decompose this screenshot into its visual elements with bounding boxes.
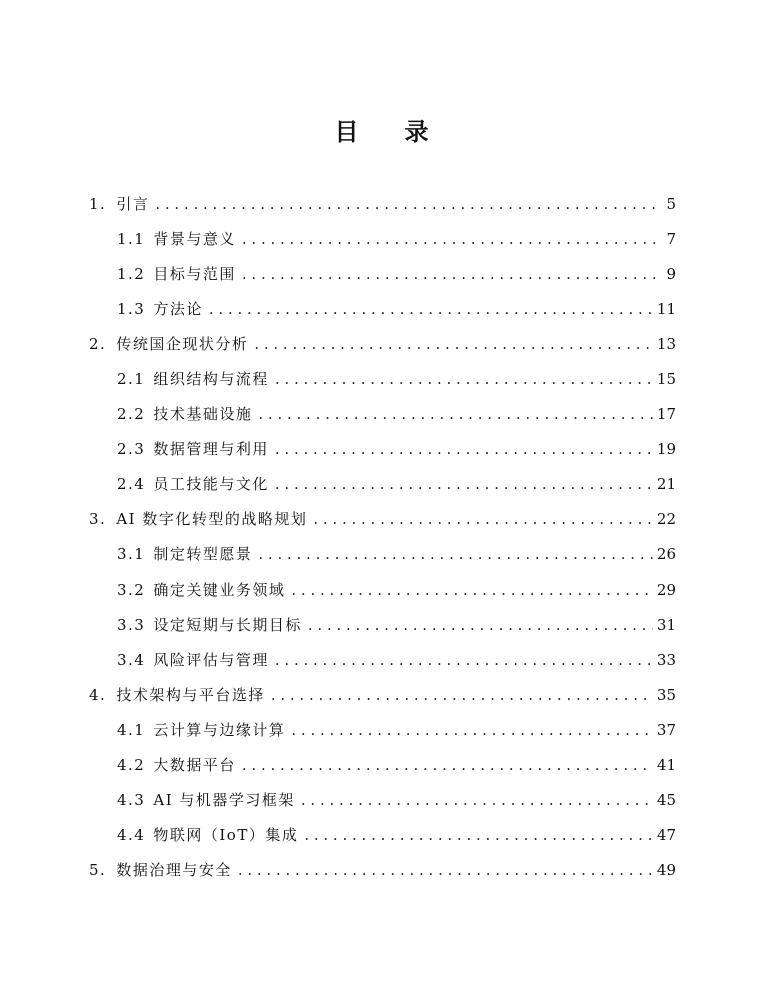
toc-dot-leader: [242, 230, 663, 248]
toc-section-entry[interactable]: [0, 291, 676, 326]
toc-entry-page-number: 5: [666, 194, 676, 213]
toc-entry-page-number: 31: [656, 615, 676, 634]
toc-entry-number: 3.4: [117, 650, 146, 669]
toc-entry-page-number: 33: [656, 650, 676, 669]
toc-entry-label: 设定短期与长期目标: [153, 615, 302, 634]
toc-entry-number: 1.3: [117, 299, 146, 318]
toc-entry-page-number: 49: [656, 861, 676, 880]
toc-entry-label: 数据管理与利用: [153, 440, 269, 459]
toc-section-entry[interactable]: [0, 537, 676, 572]
toc-section-entry[interactable]: [0, 221, 676, 256]
toc-dot-leader: [209, 300, 653, 318]
toc-entry-number: 2.4: [117, 475, 146, 494]
toc-entry-number: 4.1: [117, 720, 146, 739]
toc-dot-leader: [258, 545, 653, 563]
toc-dot-leader: [304, 826, 653, 844]
toc-entry-page-number: 21: [656, 475, 676, 494]
toc-entry-number: 2.2: [117, 405, 146, 424]
toc-dot-leader: [254, 335, 653, 353]
toc-entry-page-number: 29: [656, 580, 676, 599]
toc-entry-page-number: 9: [666, 264, 676, 283]
toc-entry-label: 确定关键业务领域: [153, 580, 286, 599]
toc-entry-label: 员工技能与文化: [153, 475, 269, 494]
toc-dot-leader: [301, 791, 653, 809]
toc-entry-number: 4.3: [117, 791, 146, 810]
toc-entry-page-number: 45: [656, 791, 676, 810]
toc-entry-page-number: 41: [656, 756, 676, 775]
toc-chapter-entry[interactable]: [0, 326, 676, 361]
toc-entry-number: 1.2: [117, 264, 146, 283]
toc-dot-leader: [242, 265, 663, 283]
toc-dot-leader: [155, 195, 662, 213]
toc-entry-number: 4.4: [117, 826, 146, 845]
toc-entry-page-number: 22: [656, 510, 676, 529]
toc-entry-page-number: 26: [656, 545, 676, 564]
toc-entry-page-number: 37: [656, 720, 676, 739]
toc-chapter-entry[interactable]: [0, 186, 676, 221]
toc-title-right: 录: [404, 118, 431, 146]
toc-section-entry[interactable]: [0, 607, 676, 642]
toc-dot-leader: [275, 475, 653, 493]
toc-entry-label: 方法论: [153, 299, 203, 318]
toc-entry-label: 目标与范围: [153, 264, 236, 283]
toc-entry-label: 背景与意义: [153, 229, 236, 248]
toc-dot-leader: [313, 510, 653, 528]
toc-entry-label: 云计算与边缘计算: [153, 720, 286, 739]
toc-entry-number: 4.2: [117, 756, 146, 775]
toc-chapter-entry[interactable]: [0, 677, 676, 712]
toc-entry-label: 数据治理与安全: [116, 861, 232, 880]
toc-entry-number: 1.1: [117, 229, 146, 248]
toc-entry-number: 3.2: [117, 580, 146, 599]
toc-entry-page-number: 35: [656, 685, 676, 704]
toc-section-entry[interactable]: [0, 361, 676, 396]
toc-entry-label: 技术基础设施: [153, 405, 253, 424]
toc-title-left: 目: [334, 118, 361, 146]
toc-entry-number: 2.3: [117, 440, 146, 459]
toc-entry-page-number: 13: [656, 334, 676, 353]
toc-entry-label: 大数据平台: [153, 756, 236, 775]
toc-entry-label: 传统国企现状分析: [116, 334, 249, 353]
toc-dot-leader: [242, 756, 653, 774]
toc-dot-leader: [271, 686, 653, 704]
toc-entry-page-number: 15: [656, 370, 676, 389]
toc-entry-label: 引言: [116, 194, 150, 213]
toc-entry-number: 3.1: [117, 545, 146, 564]
toc-entry-page-number: 17: [656, 405, 676, 424]
toc-dot-leader: [308, 616, 653, 634]
toc-section-entry[interactable]: [0, 256, 676, 291]
toc-entry-number: 4.: [89, 685, 107, 704]
toc-entry-label: 技术架构与平台选择: [116, 685, 265, 704]
toc-dot-leader: [291, 581, 653, 599]
toc-section-entry[interactable]: [0, 467, 676, 502]
toc-chapter-entry[interactable]: [0, 502, 676, 537]
toc-entry-label: AI 与机器学习框架: [153, 791, 295, 810]
toc-title: [0, 112, 765, 147]
toc-entry-number: 2.: [89, 334, 107, 353]
toc-section-entry[interactable]: [0, 712, 676, 747]
toc-section-entry[interactable]: [0, 818, 676, 853]
toc-section-entry[interactable]: [0, 432, 676, 467]
toc-entry-page-number: 7: [666, 229, 676, 248]
toc-dot-leader: [291, 721, 653, 739]
toc-entry-number: 3.: [89, 510, 107, 529]
toc-chapter-entry[interactable]: [0, 853, 676, 888]
toc-dot-leader: [258, 405, 653, 423]
toc-section-entry[interactable]: [0, 748, 676, 783]
toc-list: [0, 186, 765, 888]
toc-entry-number: 5.: [89, 861, 107, 880]
toc-dot-leader: [275, 440, 653, 458]
toc-section-entry[interactable]: [0, 572, 676, 607]
toc-section-entry[interactable]: [0, 397, 676, 432]
toc-dot-leader: [275, 370, 653, 388]
toc-entry-label: 物联网（IoT）集成: [153, 826, 299, 845]
toc-entry-number: 3.3: [117, 615, 146, 634]
toc-entry-number: 1.: [89, 194, 107, 213]
toc-entry-page-number: 47: [656, 826, 676, 845]
toc-entry-number: 2.1: [117, 370, 146, 389]
toc-entry-label: AI 数字化转型的战略规划: [116, 510, 308, 529]
toc-entry-label: 制定转型愿景: [153, 545, 253, 564]
toc-entry-page-number: 11: [656, 299, 676, 318]
toc-entry-label: 风险评估与管理: [153, 650, 269, 669]
toc-entry-label: 组织结构与流程: [153, 370, 269, 389]
toc-dot-leader: [275, 651, 653, 669]
toc-section-entry[interactable]: [0, 642, 676, 677]
toc-dot-leader: [238, 861, 653, 879]
toc-entry-page-number: 19: [656, 440, 676, 459]
toc-section-entry[interactable]: [0, 783, 676, 818]
